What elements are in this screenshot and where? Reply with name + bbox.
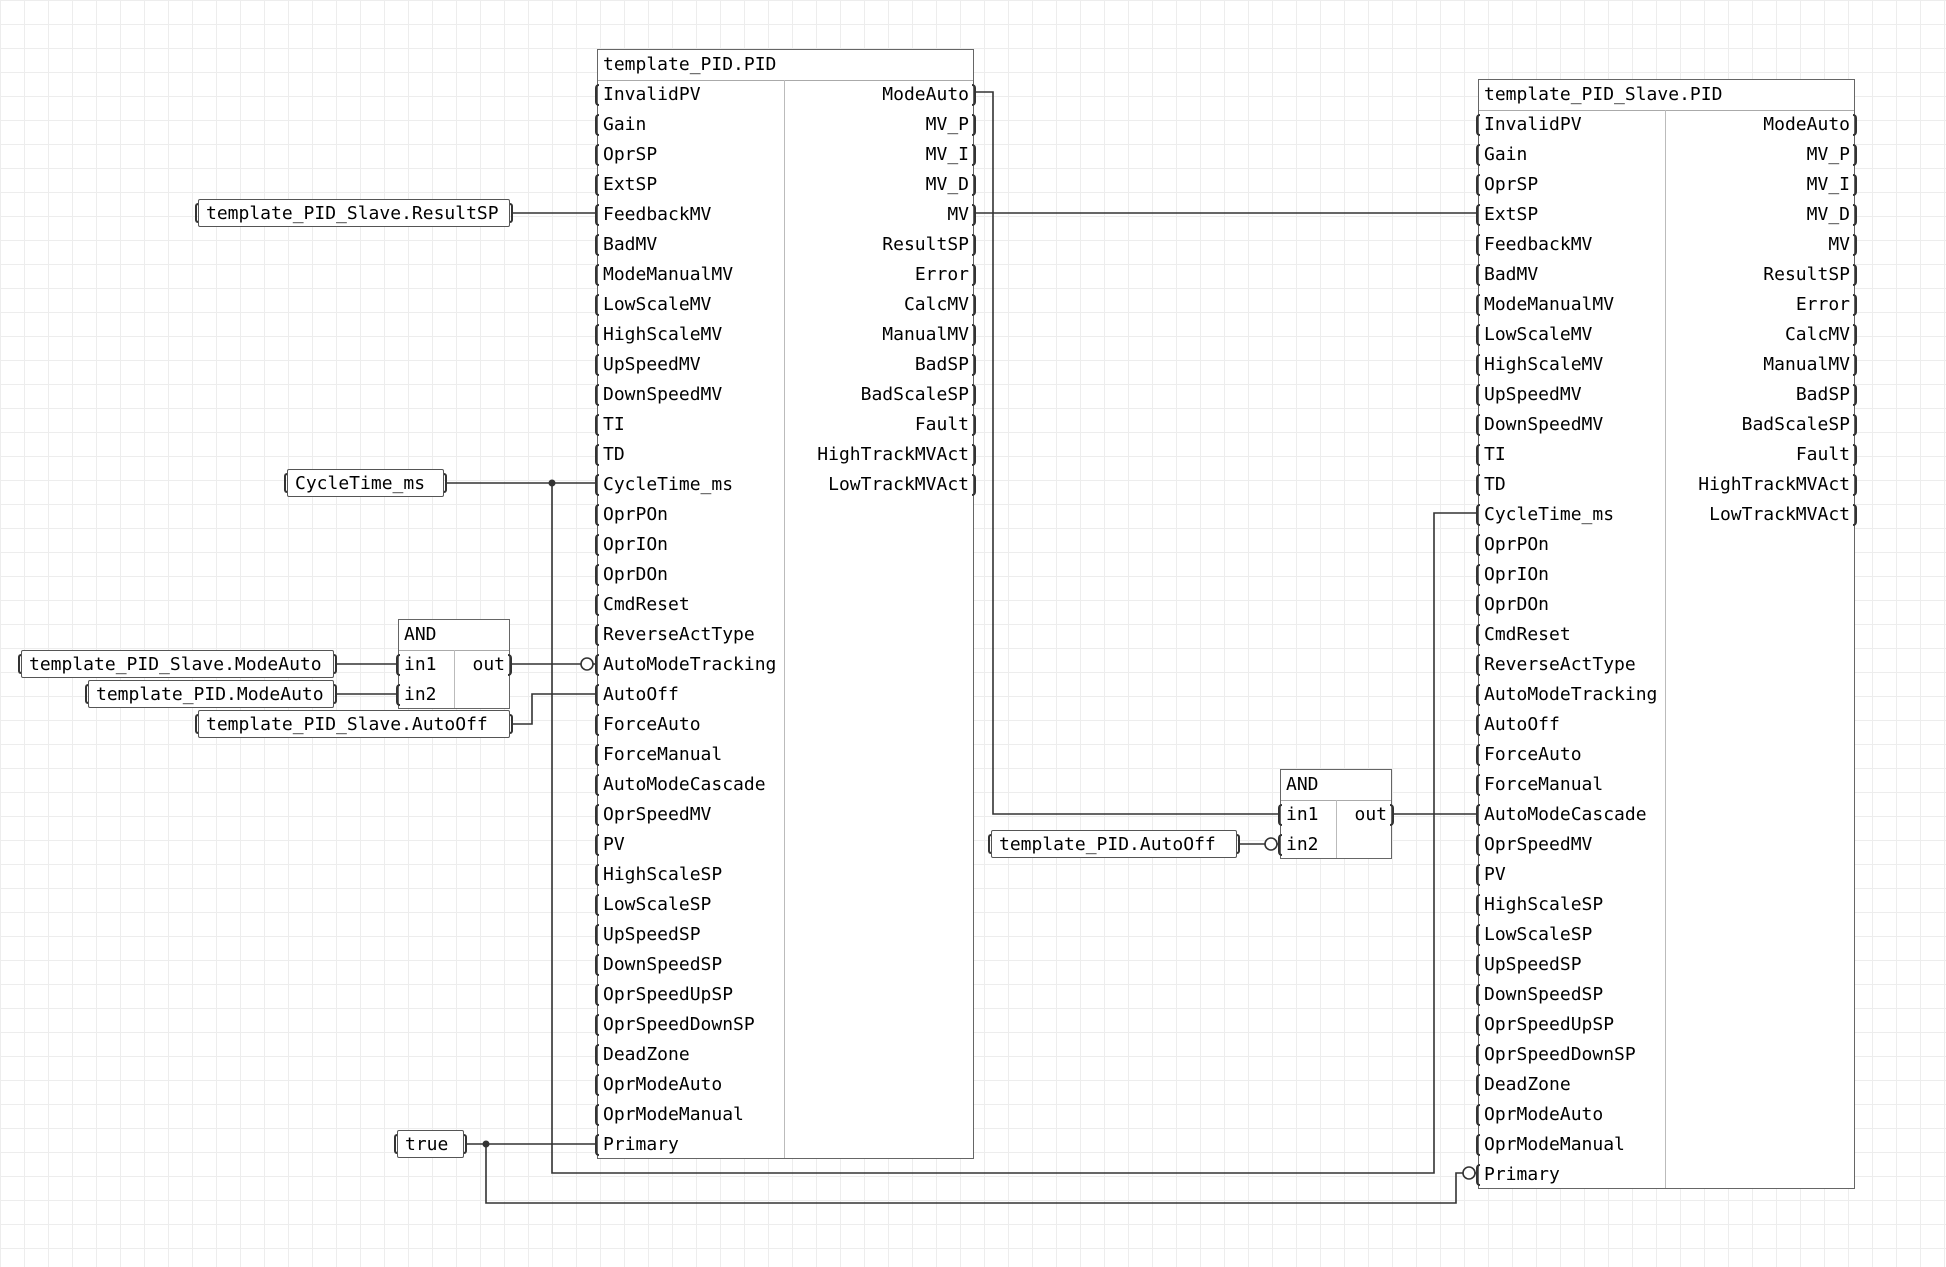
output-pin[interactable]: BadSP [1666, 380, 1854, 410]
pin-connector [1476, 354, 1480, 376]
pin-connector [595, 144, 599, 166]
pin-connector [1476, 1164, 1480, 1186]
pin-connector [595, 714, 599, 736]
input-pin[interactable]: ReverseActType [1479, 650, 1670, 680]
pin-connector [1476, 1014, 1480, 1036]
pin-connector [1476, 864, 1480, 886]
junction-dot [549, 480, 556, 487]
input-pin[interactable]: OprModeAuto [1479, 1100, 1670, 1130]
output-pin[interactable]: LowTrackMVAct [785, 470, 973, 500]
input-pin[interactable]: DownSpeedMV [1479, 410, 1670, 440]
input-pin[interactable]: FeedbackMV [598, 200, 789, 230]
pin-connector [1853, 264, 1857, 286]
fb-title: AND [1281, 770, 1391, 801]
pin-connector [972, 144, 976, 166]
output-pin[interactable]: ManualMV [785, 320, 973, 350]
output-pin[interactable]: MV_P [785, 110, 973, 140]
input-pin[interactable]: UpSpeedSP [598, 920, 789, 950]
pin-connector [972, 114, 976, 136]
input-pin[interactable]: PV [1479, 860, 1670, 890]
pin-connector [595, 594, 599, 616]
input-pin[interactable]: Gain [1479, 140, 1670, 170]
pin-connector [595, 204, 599, 226]
variable-pid-modeauto[interactable]: template_PID.ModeAuto [88, 680, 334, 708]
pin-connector [972, 264, 976, 286]
input-pin[interactable]: ForceManual [1479, 770, 1670, 800]
input-pin[interactable]: InvalidPV [598, 80, 789, 110]
pin-connector [1476, 324, 1480, 346]
pin-connector [1853, 114, 1857, 136]
input-pin[interactable]: OprSpeedMV [598, 800, 789, 830]
output-pin[interactable]: out [454, 650, 509, 680]
input-pin[interactable]: TI [1479, 440, 1670, 470]
input-pin[interactable]: OprIOn [598, 530, 789, 560]
output-pin[interactable]: ResultSP [1666, 260, 1854, 290]
input-pin[interactable]: DownSpeedSP [1479, 980, 1670, 1010]
output-pin[interactable]: LowTrackMVAct [1666, 500, 1854, 530]
pin-connector [1476, 264, 1480, 286]
variable-slave-autooff[interactable]: template_PID_Slave.AutoOff [198, 710, 510, 738]
output-pin[interactable]: HighTrackMVAct [785, 440, 973, 470]
input-pin[interactable]: LowScaleSP [598, 890, 789, 920]
variable-true-constant[interactable]: true [397, 1130, 464, 1158]
pin-connector [1853, 234, 1857, 256]
pin-connector [595, 1134, 599, 1156]
pin-connector [595, 624, 599, 646]
pin-connector [1853, 414, 1857, 436]
output-pin[interactable]: MV_P [1666, 140, 1854, 170]
output-pin[interactable]: CalcMV [1666, 320, 1854, 350]
output-pin[interactable]: MV [1666, 230, 1854, 260]
input-pin[interactable]: ForceAuto [1479, 740, 1670, 770]
variable-pid-autooff[interactable]: template_PID.AutoOff [991, 830, 1237, 858]
pin-connector [1476, 624, 1480, 646]
pin-connector [595, 1044, 599, 1066]
input-pin[interactable]: Gain [598, 110, 789, 140]
pin-connector [1476, 984, 1480, 1006]
input-pin[interactable]: UpSpeedMV [1479, 380, 1670, 410]
fb-title: template_PID.PID [598, 50, 973, 81]
pin-connector [1476, 384, 1480, 406]
pin-connector [1853, 474, 1857, 496]
pin-connector [1476, 294, 1480, 316]
output-pin[interactable]: ResultSP [785, 230, 973, 260]
pin-connector [1476, 1104, 1480, 1126]
output-pin[interactable]: MV_D [1666, 200, 1854, 230]
input-pin[interactable]: HighScaleSP [1479, 890, 1670, 920]
wire-slave-autooff-to-autooff [512, 694, 598, 724]
negation-circle [581, 658, 593, 670]
input-pin[interactable]: LowScaleSP [1479, 920, 1670, 950]
input-pin[interactable]: Primary [1479, 1160, 1670, 1190]
pin-connector [1476, 1134, 1480, 1156]
output-pin[interactable]: ManualMV [1666, 350, 1854, 380]
pin-connector [972, 204, 976, 226]
output-pin[interactable]: HighTrackMVAct [1666, 470, 1854, 500]
output-pin[interactable]: Error [1666, 290, 1854, 320]
output-pin[interactable]: MV [785, 200, 973, 230]
negation-circle [1463, 1167, 1475, 1179]
pin-connector [972, 234, 976, 256]
pin-connector [1476, 684, 1480, 706]
fb-template-pid[interactable] [597, 49, 974, 1159]
pin-connector [396, 684, 400, 706]
pin-connector [1476, 804, 1480, 826]
pin-connector [595, 414, 599, 436]
pin-connector [595, 804, 599, 826]
pin-connector [595, 174, 599, 196]
pin-connector [972, 324, 976, 346]
output-pin[interactable]: BadScaleSP [1666, 410, 1854, 440]
fb-title: template_PID_Slave.PID [1479, 80, 1854, 111]
input-pin[interactable]: ModeManualMV [598, 260, 789, 290]
input-pin[interactable]: ForceManual [598, 740, 789, 770]
pin-connector [1476, 834, 1480, 856]
variable-cycletime[interactable]: CycleTime_ms [287, 469, 444, 497]
input-pin[interactable]: AutoModeCascade [598, 770, 789, 800]
fb-title: AND [399, 620, 509, 651]
pin-connector [396, 654, 400, 676]
pin-connector [1853, 354, 1857, 376]
input-pin[interactable]: OprModeManual [598, 1100, 789, 1130]
input-pin[interactable]: OprSpeedDownSP [598, 1010, 789, 1040]
input-pin[interactable]: DeadZone [1479, 1070, 1670, 1100]
pin-connector [1476, 594, 1480, 616]
input-pin[interactable]: OprModeManual [1479, 1130, 1670, 1160]
pin-connector [1476, 954, 1480, 976]
input-pin[interactable]: OprIOn [1479, 560, 1670, 590]
input-pin[interactable]: TI [598, 410, 789, 440]
output-pin[interactable]: ModeAuto [1666, 110, 1854, 140]
input-pin[interactable]: ReverseActType [598, 620, 789, 650]
pin-connector [595, 294, 599, 316]
pin-connector [595, 684, 599, 706]
pin-connector [1476, 1044, 1480, 1066]
pin-connector [1476, 924, 1480, 946]
input-pin[interactable]: CycleTime_ms [598, 470, 789, 500]
pin-connector [1853, 504, 1857, 526]
input-pin[interactable]: AutoModeTracking [598, 650, 789, 680]
input-pin[interactable]: OprSP [598, 140, 789, 170]
input-pin[interactable]: Primary [598, 1130, 789, 1160]
pin-connector [972, 84, 976, 106]
input-pin[interactable]: CmdReset [598, 590, 789, 620]
input-pin[interactable]: CmdReset [1479, 620, 1670, 650]
pin-connector [595, 84, 599, 106]
pin-connector [595, 474, 599, 496]
pin-connector [595, 834, 599, 856]
input-pin[interactable]: PV [598, 830, 789, 860]
pin-connector [1476, 414, 1480, 436]
input-pin[interactable]: AutoModeCascade [1479, 800, 1670, 830]
pin-connector [1278, 834, 1282, 856]
input-pin[interactable]: DownSpeedSP [598, 950, 789, 980]
output-pin[interactable]: Error [785, 260, 973, 290]
fb-template-pid-slave[interactable] [1478, 79, 1855, 1189]
output-pin[interactable]: MV_D [785, 170, 973, 200]
pin-connector [595, 264, 599, 286]
pin-connector [1476, 744, 1480, 766]
junction-dot [483, 1141, 490, 1148]
pin-connector [1853, 444, 1857, 466]
input-pin[interactable]: in2 [399, 680, 459, 710]
pin-connector [595, 744, 599, 766]
input-pin[interactable]: AutoOff [598, 680, 789, 710]
pin-connector [972, 474, 976, 496]
input-pin[interactable]: ExtSP [598, 170, 789, 200]
pin-connector [508, 654, 512, 676]
pin-connector [1390, 804, 1394, 826]
pin-connector [972, 294, 976, 316]
input-pin[interactable]: AutoOff [1479, 710, 1670, 740]
wire-modeauto-to-and2 [973, 92, 1281, 814]
pin-connector [595, 654, 599, 676]
pin-connector [1476, 444, 1480, 466]
input-pin[interactable]: OprSpeedUpSP [598, 980, 789, 1010]
input-pin[interactable]: OprDOn [598, 560, 789, 590]
fb-and-2[interactable] [1280, 769, 1392, 859]
pin-connector [972, 354, 976, 376]
input-pin[interactable]: HighScaleMV [598, 320, 789, 350]
pin-connector [595, 234, 599, 256]
pin-connector [1476, 174, 1480, 196]
input-pin[interactable]: ModeManualMV [1479, 290, 1670, 320]
input-pin[interactable]: HighScaleMV [1479, 350, 1670, 380]
input-pin[interactable]: BadMV [1479, 260, 1670, 290]
pin-connector [1853, 204, 1857, 226]
pin-connector [595, 864, 599, 886]
input-pin[interactable]: OprSpeedMV [1479, 830, 1670, 860]
output-pin[interactable]: MV_I [785, 140, 973, 170]
pin-connector [1853, 324, 1857, 346]
input-pin[interactable]: DeadZone [598, 1040, 789, 1070]
pin-connector [1476, 474, 1480, 496]
output-pin[interactable]: out [1336, 800, 1391, 830]
input-pin[interactable]: in2 [1281, 830, 1341, 860]
output-pin[interactable]: BadScaleSP [785, 380, 973, 410]
pin-connector [595, 114, 599, 136]
pin-connector [595, 384, 599, 406]
pin-connector [972, 174, 976, 196]
input-pin[interactable]: LowScaleMV [598, 290, 789, 320]
input-pin[interactable]: OprSpeedUpSP [1479, 1010, 1670, 1040]
pin-connector [595, 564, 599, 586]
input-pin[interactable]: OprModeAuto [598, 1070, 789, 1100]
pin-connector [1476, 534, 1480, 556]
variable-slave-resultsp[interactable]: template_PID_Slave.ResultSP [198, 199, 510, 227]
input-pin[interactable]: OprPOn [1479, 530, 1670, 560]
input-pin[interactable]: in1 [1281, 800, 1341, 830]
input-pin[interactable]: UpSpeedSP [1479, 950, 1670, 980]
input-pin[interactable]: OprPOn [598, 500, 789, 530]
pin-connector [1476, 1074, 1480, 1096]
input-pin[interactable]: OprSpeedDownSP [1479, 1040, 1670, 1070]
input-pin[interactable]: LowScaleMV [1479, 320, 1670, 350]
input-pin[interactable]: TD [1479, 470, 1670, 500]
input-pin[interactable]: OprDOn [1479, 590, 1670, 620]
input-pin[interactable]: ForceAuto [598, 710, 789, 740]
pin-connector [595, 954, 599, 976]
pin-connector [595, 1014, 599, 1036]
input-pin[interactable]: ExtSP [1479, 200, 1670, 230]
pin-connector [972, 414, 976, 436]
pin-connector [1278, 804, 1282, 826]
output-pin[interactable]: MV_I [1666, 170, 1854, 200]
input-pin[interactable]: TD [598, 440, 789, 470]
output-pin[interactable]: Fault [785, 410, 973, 440]
pin-connector [1476, 504, 1480, 526]
input-pin[interactable]: AutoModeTracking [1479, 680, 1670, 710]
input-pin[interactable]: BadMV [598, 230, 789, 260]
pin-connector [1476, 234, 1480, 256]
pin-connector [1853, 144, 1857, 166]
pin-connector [1476, 114, 1480, 136]
pin-connector [595, 1104, 599, 1126]
pin-connector [595, 324, 599, 346]
pin-connector [595, 774, 599, 796]
pin-connector [1853, 294, 1857, 316]
input-pin[interactable]: UpSpeedMV [598, 350, 789, 380]
input-pin[interactable]: OprSP [1479, 170, 1670, 200]
pin-connector [595, 444, 599, 466]
output-pin[interactable]: CalcMV [785, 290, 973, 320]
pin-connector [595, 1074, 599, 1096]
pin-connector [972, 444, 976, 466]
pin-connector [595, 504, 599, 526]
input-pin[interactable]: HighScaleSP [598, 860, 789, 890]
pin-connector [1476, 564, 1480, 586]
pin-connector [1476, 144, 1480, 166]
output-pin[interactable]: ModeAuto [785, 80, 973, 110]
pin-connector [595, 534, 599, 556]
fb-and-1[interactable] [398, 619, 510, 709]
pin-connector [595, 354, 599, 376]
pin-connector [972, 384, 976, 406]
output-pin[interactable]: Fault [1666, 440, 1854, 470]
variable-slave-modeauto[interactable]: template_PID_Slave.ModeAuto [21, 650, 334, 678]
pin-connector [1476, 204, 1480, 226]
pin-connector [1476, 894, 1480, 916]
pin-connector [1476, 654, 1480, 676]
pin-connector [1476, 774, 1480, 796]
output-pin[interactable]: BadSP [785, 350, 973, 380]
input-pin[interactable]: DownSpeedMV [598, 380, 789, 410]
negation-circle [1265, 838, 1277, 850]
pin-connector [595, 894, 599, 916]
input-pin[interactable]: FeedbackMV [1479, 230, 1670, 260]
pin-connector [1853, 174, 1857, 196]
input-pin[interactable]: in1 [399, 650, 459, 680]
pin-connector [595, 984, 599, 1006]
pin-connector [595, 924, 599, 946]
pin-connector [1476, 714, 1480, 736]
pin-connector [1853, 384, 1857, 406]
input-pin[interactable]: InvalidPV [1479, 110, 1670, 140]
input-pin[interactable]: CycleTime_ms [1479, 500, 1670, 530]
